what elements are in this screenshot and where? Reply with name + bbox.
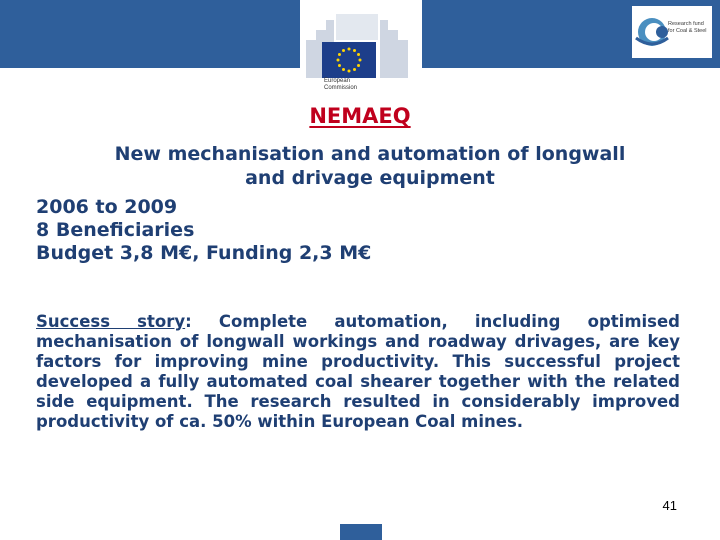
page-number: 41 <box>662 498 677 513</box>
eu-star-icon <box>357 53 360 56</box>
slide-subtitle <box>30 142 710 190</box>
eu-flag-icon <box>322 42 376 78</box>
project-facts <box>36 196 371 265</box>
subtitle-line: New mechanisation and automation of longwall <box>114 143 626 165</box>
rfcs-logo-line: Research fund <box>668 21 704 27</box>
eu-star-icon <box>357 64 360 67</box>
eu-star-icon <box>338 53 341 56</box>
eu-star-icon <box>353 49 356 52</box>
ec-logo-line: Commission <box>324 85 358 91</box>
ec-logo-text <box>324 78 357 92</box>
rfcs-logo-text <box>668 21 707 35</box>
fact-budget: Budget 3,8 M€, Funding 2,3 M€ <box>36 242 372 264</box>
footer-bar <box>340 524 382 540</box>
fact-duration: 2006 to 2009 <box>36 196 178 218</box>
eu-star-icon <box>342 49 345 52</box>
eu-star-icon <box>359 59 362 62</box>
rfcs-emblem-icon <box>632 6 672 58</box>
subtitle-line: and drivage equipment <box>245 167 495 189</box>
success-story <box>36 312 680 432</box>
rfcs-logo-line: for Coal & Steel <box>668 28 707 34</box>
rfcs-logo <box>632 6 712 58</box>
eu-star-icon <box>338 64 341 67</box>
eu-star-icon <box>342 68 345 71</box>
success-story-label: Success story <box>36 312 186 331</box>
eu-star-icon <box>348 48 351 51</box>
european-commission-logo <box>300 0 422 96</box>
ec-logo-line: European <box>324 78 351 84</box>
eu-star-icon <box>353 68 356 71</box>
eu-star-icon <box>337 59 340 62</box>
slide-title: NEMAEQ <box>309 104 411 128</box>
eu-star-icon <box>348 70 351 73</box>
fact-beneficiaries: 8 Beneficiaries <box>36 219 195 241</box>
success-story-text: : Complete automation, including optimised mechanisation of longwall workings and roadway drivages, are key factors for improving mine productivity. This successful project developed a fully automated coal shearer together with the related side equipment. The research resulted in considerably improved productivity of ca. 50% within European Coal mines. <box>36 312 680 431</box>
